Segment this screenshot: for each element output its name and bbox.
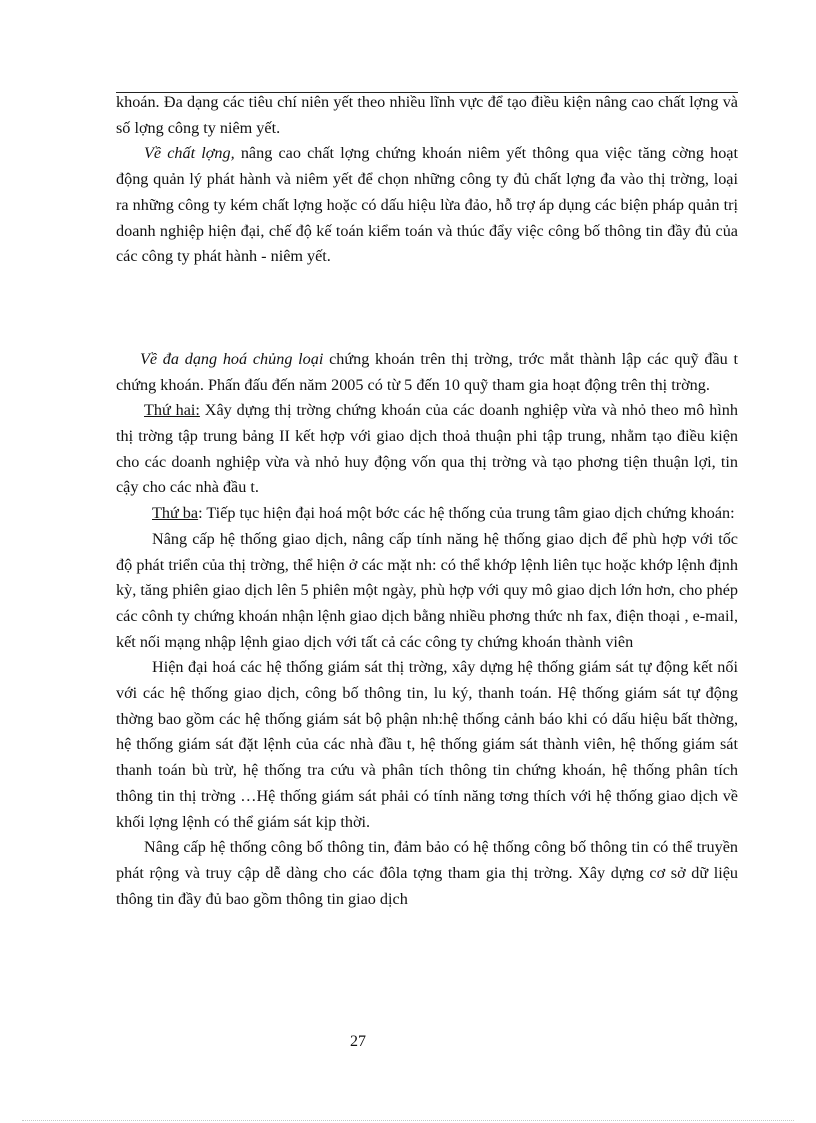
paragraph-3-text: chứng khoán trên thị trờng, trớc mắt thành lập các quỹ đầu t chứng khoán. Phấn đấu đến năm 2005 có từ 5 đến 10 quỹ tham gia hoạt động trên thị trờng. [116, 349, 738, 394]
page-number: 27 [350, 1033, 366, 1050]
paragraph-7-text: Hiện đại hoá các hệ thống giám sát thị trờng, xây dựng hệ thống giám sát tự động kết nối với các hệ thống giao dịch, công bố thông tin, lu ký, thanh toán. Hệ thống giám sát tự động thờng bao gồm các hệ thống giám sát bộ phận nh:hệ thống cảnh báo khi có dấu hiệu bất thờng, hệ thống giám sát đặt lệnh của các nhà đầu t, hệ thống giám sát thành viên, hệ thống giám sát thanh toán bù trừ, hệ thống tra cứu và phân tích thông tin chứng khoán, hệ thống phân tích thông tin thị trờng …Hệ thống giám sát phải có tính năng tơng thích với hệ thống giao dịch về khối lợng lệnh có thể giám sát kịp thời. [116, 658, 738, 831]
paragraph-8 [116, 835, 738, 912]
paragraph-5 [116, 501, 738, 527]
paragraph-4 [116, 398, 738, 501]
paragraph-2-text: nâng cao chất lợng chứng khoán niêm yết thông qua việc tăng cờng hoạt động quản lý phát hành và niêm yết để chọn những công ty đủ chất lợng đa vào thị trờng, loại ra những công ty kém chất lợng hoặc có dấu hiệu lừa đảo, hỗ trợ áp dụng các biện pháp quản trị doanh nghiệp hiện đại, chế độ kế toán kiểm toán và thúc đẩy việc công bố thông tin đầy đủ của các công ty phát hành - niêm yết. [116, 144, 738, 266]
paragraph-3-lead: Về đa dạng hoá chủng loại [140, 349, 324, 368]
paragraph-6-text: Nâng cấp hệ thống giao dịch, nâng cấp tính năng hệ thống giao dịch để phù hợp với tốc độ phát triển của thị trờng, thể hiện ở các mặt nh: có thể khớp lệnh liên tục hoặc khớp lệnh định kỳ, tăng phiên giao dịch lên 5 phiên một ngày, phù hợp với quy mô giao dịch lớn hơn, cho phép các cônh ty chứng khoán nhận lệnh giao dịch bằng nhiều phơng thức nh fax, điện thoại , e-mail, kết nối mạng nhập lệnh giao dịch với tất cả các công ty chứng khoán thành viên [116, 529, 738, 651]
paragraph-5-lead: Thứ ba [152, 504, 199, 523]
paragraph-6 [116, 527, 738, 656]
paragraph-8-text: Nâng cấp hệ thống công bố thông tin, đảm bảo có hệ thống công bố thông tin có thể truyền phát rộng và truy cập dễ dàng cho các đôla tợng tham gia thị trờng. Xây dựng cơ sở dữ liệu thông tin đầy đủ bao gồm thông tin giao dịch [116, 838, 738, 908]
paragraph-4-text: Xây dựng thị trờng chứng khoán của các doanh nghiệp vừa và nhỏ theo mô hình thị trờng tập trung bảng II kết hợp với giao dịch thoả thuận phi tập trung, nhằm tạo điều kiện cho các doanh nghiệp vừa và nhỏ huy động vốn qua thị trờng và tạo phơng tiện thuận lợi, tin cậy cho các nhà đầu t. [116, 401, 738, 497]
paragraph-3 [116, 347, 738, 398]
paragraph-4-lead: Thứ hai: [144, 401, 200, 420]
paragraph-1 [116, 90, 738, 141]
page-bottom-border [22, 1120, 794, 1121]
paragraph-5-text: : Tiếp tục hiện đại hoá một bớc các hệ thống của trung tâm giao dịch chứng khoán: [198, 504, 735, 523]
paragraph-1-text: khoán. Đa dạng các tiêu chí niên yết theo nhiều lĩnh vực để tạo điều kiện nâng cao chất lợng và số lợng công ty niêm yết. [116, 93, 738, 137]
document-body [116, 90, 738, 912]
paragraph-2 [116, 141, 738, 270]
paragraph-2-lead: Về chất lợng, [144, 144, 235, 163]
paragraph-gap [116, 270, 738, 347]
paragraph-7 [116, 655, 738, 835]
